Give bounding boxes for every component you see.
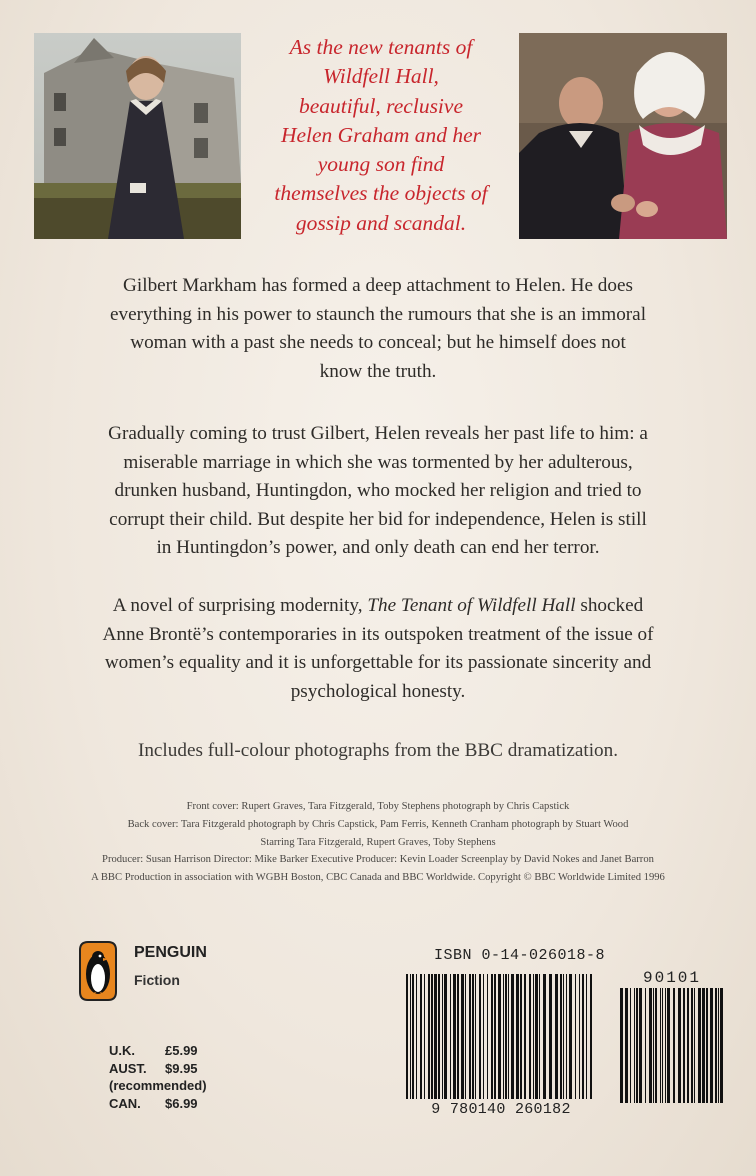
- paragraph-line: woman with a past she needs to conceal; but he himself does not: [130, 332, 626, 354]
- paragraph-line: Gradually coming to trust Gilbert, Helen reveals her past life to him: a: [108, 423, 648, 444]
- price-row-can: [109, 1095, 207, 1113]
- barcode-bar: [620, 988, 623, 1103]
- price-list: [109, 1042, 207, 1112]
- barcode-bar: [579, 974, 580, 1099]
- credit-line: Producer: Susan Harrison Director: Mike Barker Executive Producer: Kevin Loader Screenplay by David Nokes and Janet Barron: [102, 854, 654, 866]
- paragraph-line: Includes full-colour photographs from the BBC dramatization.: [137, 740, 619, 761]
- paragraph-line: Gilbert Markham has formed a deep attachment to Helen. He does: [123, 275, 633, 296]
- barcode-bar: [516, 974, 519, 1099]
- paragraph-line: in Huntingdon’s power, and only death can end her terror.: [156, 537, 600, 559]
- synopsis-paragraph-1: [30, 272, 726, 386]
- barcode-bar: [687, 988, 689, 1103]
- barcode-bar: [406, 974, 408, 1099]
- barcode-bar: [444, 974, 447, 1099]
- blurb-line: Wildfell Hall,: [323, 64, 439, 89]
- barcode-bar: [508, 974, 509, 1099]
- barcode-bar: [634, 988, 635, 1103]
- blurb-line: beautiful, reclusive: [299, 93, 463, 118]
- barcode-bar: [662, 988, 663, 1103]
- barcode-bar: [560, 974, 562, 1099]
- barcode-bar: [412, 974, 414, 1099]
- barcode-number: 9 780140 260182: [431, 1101, 571, 1118]
- barcode-bar: [438, 974, 440, 1099]
- paragraph-line: Anne Brontë’s contemporaries in its outspoken treatment of the issue of: [102, 623, 654, 645]
- barcode-bar: [702, 988, 705, 1103]
- barcode-bar: [535, 974, 538, 1099]
- barcode-bar: [479, 974, 481, 1099]
- price-row-recommended: [109, 1077, 207, 1095]
- barcode-bar: [718, 988, 719, 1103]
- barcode-bar: [453, 974, 456, 1099]
- price-label: U.K.: [109, 1043, 135, 1058]
- price-value: £5.99: [165, 1043, 198, 1058]
- ean-barcode: [404, 974, 598, 1099]
- barcode-bar: [483, 974, 484, 1099]
- price-value: $9.95: [165, 1060, 198, 1076]
- paragraph-line: miserable marriage in which she was tormented by her adulterous,: [123, 451, 633, 473]
- barcode-bar: [673, 988, 675, 1103]
- barcode-bar: [457, 974, 459, 1099]
- price-value: $6.99: [165, 1095, 198, 1111]
- publisher-imprint: Fiction: [134, 972, 180, 988]
- barcode-bar: [498, 974, 501, 1099]
- synopsis-paragraph-3: [30, 592, 726, 706]
- barcode-bar: [563, 974, 564, 1099]
- barcode-bar: [720, 988, 723, 1103]
- penguin-logo-icon: [76, 940, 120, 1002]
- barcode-bar: [491, 974, 493, 1099]
- credit-line: Front cover: Rupert Graves, Tara Fitzgerald, Toby Stephens photograph by Chris Capstick: [186, 801, 570, 812]
- barcode-bar: [503, 974, 504, 1099]
- barcode-bar: [543, 974, 546, 1099]
- barcode-bar: [715, 988, 717, 1103]
- blurb-line: gossip and scandal.: [295, 210, 467, 235]
- paragraph-text: A novel of surprising modernity,: [112, 595, 368, 616]
- barcode-bar: [582, 974, 584, 1099]
- barcode-bar: [469, 974, 471, 1099]
- production-credits: [30, 798, 726, 887]
- barcode-bar: [472, 974, 474, 1099]
- paragraph-line: psychological honesty.: [290, 680, 466, 702]
- barcode-bar: [569, 974, 572, 1099]
- barcode-bar: [431, 974, 433, 1099]
- barcode-bar: [636, 988, 638, 1103]
- barcode-bar: [625, 988, 628, 1103]
- photos-note: [30, 737, 726, 766]
- barcode-bar: [416, 974, 417, 1099]
- paragraph-line: everything in his power to staunch the rumours that she is an immoral: [109, 303, 647, 325]
- barcode-bar: [529, 974, 531, 1099]
- barcode-bar: [691, 988, 693, 1103]
- price-note: (recommended): [109, 1078, 207, 1094]
- barcode-bar: [683, 988, 685, 1103]
- barcode-bar: [475, 974, 476, 1099]
- blurb-line: themselves the objects of: [274, 181, 488, 206]
- synopsis-paragraph-2: [30, 420, 726, 563]
- barcode-bar: [698, 988, 701, 1103]
- isbn-text: ISBN 0-14-026018-8: [434, 947, 606, 964]
- barcode-bar: [511, 974, 514, 1099]
- paragraph-line: women’s equality and it is unforgettable for its passionate sincerity and: [104, 652, 652, 674]
- barcode-bar: [555, 974, 558, 1099]
- photo-pam-ferris-kenneth-cranham: [519, 33, 727, 239]
- barcode-bar: [487, 974, 488, 1099]
- paragraph-line: corrupt their child. But despite her bid for independence, Helen is still: [109, 508, 647, 530]
- paragraph-line: drunken husband, Huntingdon, who mocked her religion and tried to: [114, 480, 642, 502]
- barcode-bar: [520, 974, 522, 1099]
- barcode-bar: [653, 988, 654, 1103]
- credit-line: Starring Tara Fitzgerald, Rupert Graves, Toby Stephens: [260, 836, 496, 848]
- barcode-bar: [706, 988, 708, 1103]
- barcode-bar: [590, 974, 592, 1099]
- barcode-bar: [710, 988, 713, 1103]
- barcode-bar: [442, 974, 443, 1099]
- price-label: AUST.: [109, 1060, 147, 1076]
- barcode-bar: [533, 974, 534, 1099]
- barcode-bar: [660, 988, 661, 1103]
- barcode-bar: [420, 974, 422, 1099]
- barcode-bar: [549, 974, 552, 1099]
- barcode-bar: [505, 974, 507, 1099]
- price-label: CAN.: [109, 1095, 141, 1111]
- barcode-bar: [645, 988, 646, 1103]
- barcode-bar: [665, 988, 666, 1103]
- tagline-blurb: [248, 33, 514, 238]
- barcode-bar: [586, 974, 587, 1099]
- barcode-bar: [450, 974, 451, 1099]
- barcode-bar: [494, 974, 496, 1099]
- barcode-bar: [649, 988, 652, 1103]
- price-addon-barcode: [618, 988, 726, 1103]
- publisher-name: PENGUIN: [134, 944, 207, 961]
- barcode-bar: [575, 974, 576, 1099]
- barcode-bar: [461, 974, 464, 1099]
- paragraph-text: shocked: [575, 595, 644, 616]
- barcode-bar: [667, 988, 670, 1103]
- addon-number: 90101: [642, 969, 701, 987]
- barcode-bar: [566, 974, 567, 1099]
- credit-line: Back cover: Tara Fitzgerald photograph by Chris Capstick, Pam Ferris, Kenneth Cranham photograph by Stuart Wood: [127, 818, 629, 830]
- barcode-bar: [539, 974, 540, 1099]
- barcode-bar: [694, 988, 695, 1103]
- barcode-bar: [465, 974, 466, 1099]
- barcode-bar: [678, 988, 681, 1103]
- barcode-bar: [639, 988, 642, 1103]
- price-row-aust: [109, 1060, 207, 1078]
- barcode-bar: [434, 974, 437, 1099]
- barcode-bar: [655, 988, 657, 1103]
- barcode-bar: [410, 974, 411, 1099]
- blurb-line: Helen Graham and her: [280, 122, 482, 147]
- barcode-bar: [428, 974, 430, 1099]
- price-row-uk: [109, 1042, 207, 1060]
- book-title-italic: The Tenant of Wildfell Hall: [367, 595, 576, 616]
- paragraph-line: [30, 592, 726, 621]
- paragraph-line: know the truth.: [319, 360, 437, 382]
- barcode-bar: [630, 988, 631, 1103]
- blurb-line: As the new tenants of: [289, 35, 473, 59]
- blurb-line: young son find: [317, 152, 445, 177]
- barcode-bar: [424, 974, 425, 1099]
- barcode-bar: [524, 974, 526, 1099]
- photo-helen-wildfell-hall: [34, 33, 241, 239]
- credit-line: A BBC Production in association with WGBH Boston, CBC Canada and BBC Worldwide. Copyright © BBC Worldwide Limited 1996: [91, 872, 665, 884]
